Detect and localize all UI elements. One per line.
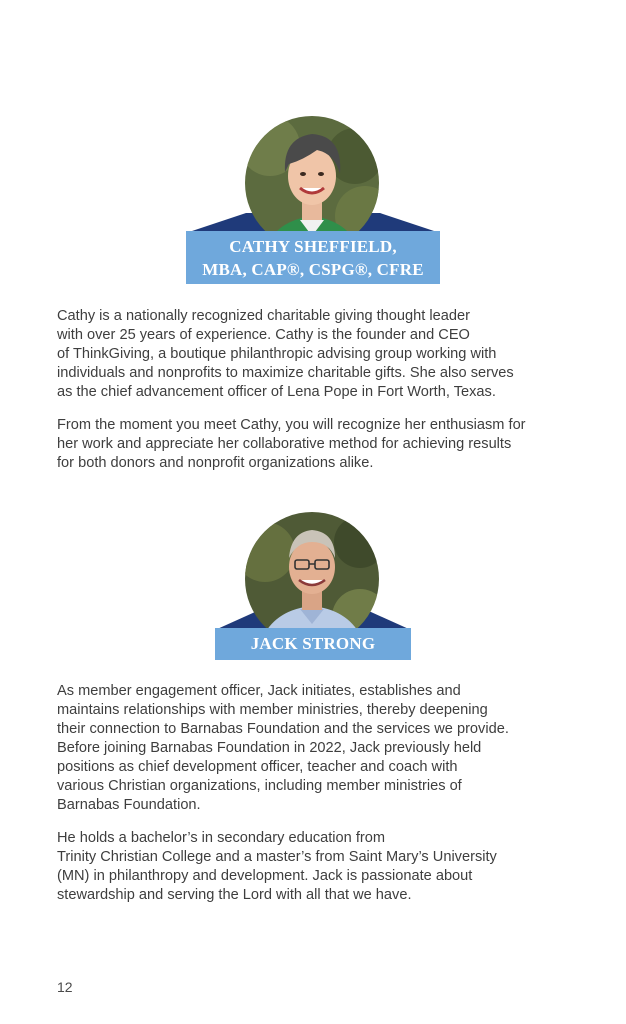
jack-name: JACK STRONG [250, 634, 376, 653]
jack-bio-paragraph-2: He holds a bachelor’s in secondary education from Trinity Christian College and a master’s from Saint Mary’s University (MN) in philanthropy and development. Jack is passionate about stewardship and serving the Lord with all that we have. [57, 830, 497, 903]
cathy-bio-paragraph-2: From the moment you meet Cathy, you will recognize her enthusiasm for her work and appreciate her collaborative method for achieving results for both donors and nonprofit organizations alike. [57, 417, 526, 471]
cathy-bio [57, 307, 577, 487]
jack-bio-paragraph-1: As member engagement officer, Jack initiates, establishes and maintains relationships with member ministries, thereby deepening their connection to Barnabas Foundation and the services we provide. Before joining Barnabas Foundation in 2022, Jack previously held positions as chief development officer, teacher and coach with various Christian organizations, including member ministries of Barnabas Foundation. [57, 683, 509, 813]
jack-name-banner [215, 628, 411, 660]
jack-photo [245, 512, 379, 646]
cathy-photo [245, 116, 379, 250]
cathy-name-line1: CATHY SHEFFIELD, [229, 237, 397, 256]
cathy-name-banner [186, 231, 440, 284]
page-number: 12 [57, 979, 73, 995]
jack-bio [57, 682, 577, 919]
cathy-bio-paragraph-1: Cathy is a nationally recognized charitable giving thought leader with over 25 years of experience. Cathy is the founder and CEO of ThinkGiving, a boutique philanthropic advising group working with individuals and nonprofits to maximize charitable gifts. She also serves as the chief advancement officer of Lena Pope in Fort Worth, Texas. [57, 308, 514, 400]
cathy-name-line2: MBA, CAP®, CSPG®, CFRE [202, 260, 424, 279]
